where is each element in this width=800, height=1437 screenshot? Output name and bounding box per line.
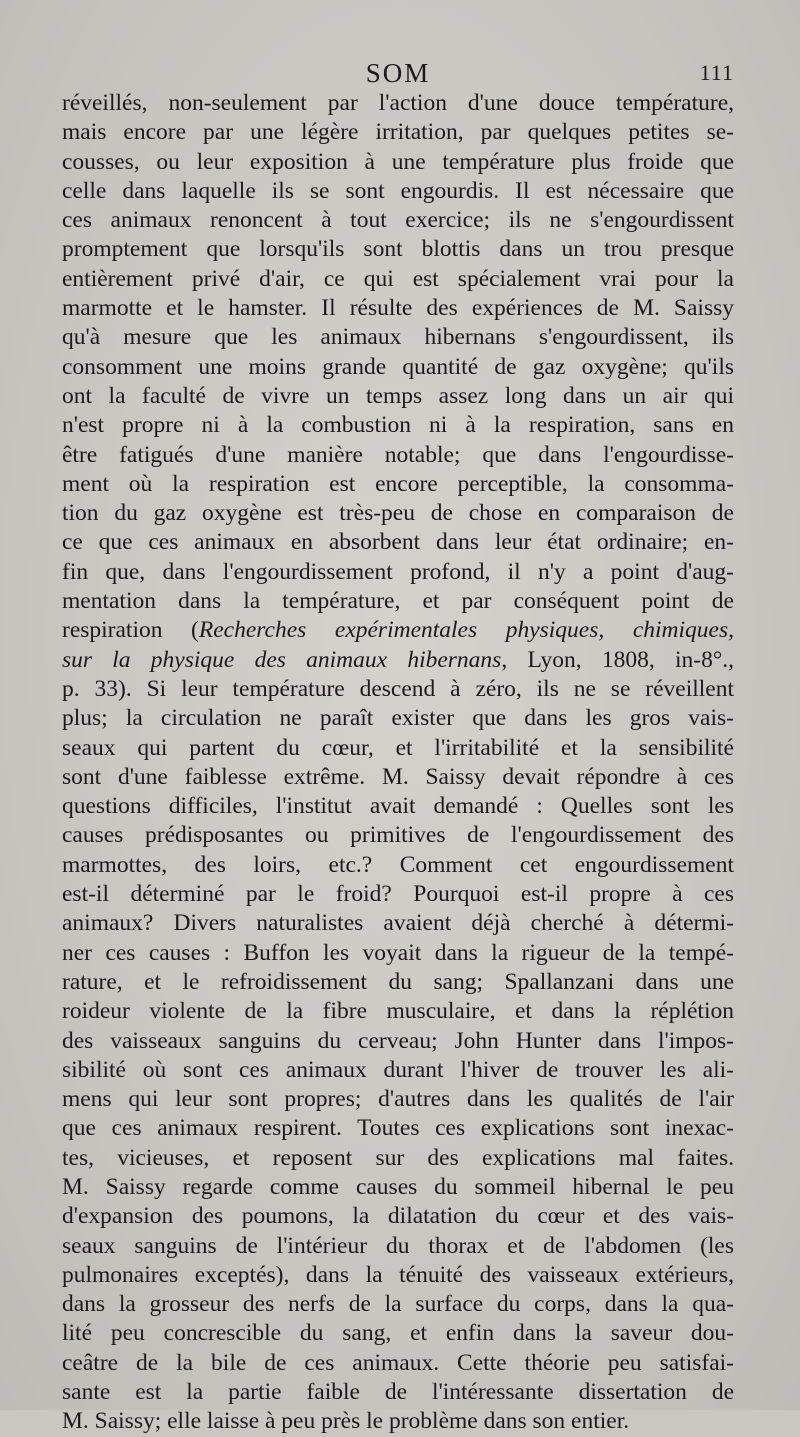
page-number: 111 — [699, 60, 734, 85]
text-line: M. Saissy regarde comme causes du sommeil hibernal le peu — [62, 1173, 734, 1200]
text-line: fin que, dans l'engourdissement profond, il n'y a point d'aug- — [62, 558, 734, 585]
text-line: questions difficiles, l'institut avait demandé : Quelles sont les — [62, 793, 734, 820]
text-line: ont la faculté de vivre un temps assez long dans un air qui — [62, 382, 734, 409]
text-line: tes, vicieuses, et reposent sur des explications mal faites. — [62, 1144, 734, 1171]
text-line: n'est propre ni à la combustion ni à la respiration, sans en — [62, 412, 734, 439]
text-line: plus; la circulation ne paraît exister que dans les gros vais- — [62, 705, 734, 732]
text-line: des vaisseaux sanguins du cerveau; John Hunter dans l'impos- — [62, 1027, 734, 1054]
text-line: être fatigués d'une manière notable; que dans l'engourdisse- — [62, 441, 734, 468]
text-line: sibilité où sont ces animaux durant l'hiver de trouver les ali- — [62, 1056, 734, 1083]
text-line: p. 33). Si leur température descend à zéro, ils ne se réveillent — [62, 675, 734, 702]
text-line: promptement que lorsqu'ils sont blottis dans un trou presque — [62, 236, 734, 263]
text-line: ner ces causes : Buffon les voyait dans la rigueur de la tempé- — [62, 939, 734, 966]
text-line: seaux qui partent du cœur, et l'irritabilité et la sensibilité — [62, 734, 734, 761]
text-line: lité peu concrescible du sang, et enfin dans la saveur dou- — [62, 1320, 734, 1347]
text-line: marmottes, des loirs, etc.? Comment cet engourdissement — [62, 851, 734, 878]
running-head: SOM — [365, 58, 431, 88]
text-line: ment où la respiration est encore perceptible, la consomma- — [62, 470, 734, 497]
text-line: ce que ces animaux en absorbent dans leur état ordinaire; en- — [62, 529, 734, 556]
text-line: cousses, ou leur exposition à une température plus froide que — [62, 148, 734, 175]
text-line: qu'à mesure que les animaux hibernans s'engourdissent, ils — [62, 324, 734, 351]
text-line: causes prédisposantes ou primitives de l'engourdissement des — [62, 822, 734, 849]
page-header — [62, 58, 734, 90]
text-line: roideur violente de la fibre musculaire, et dans la réplétion — [62, 998, 734, 1025]
text-line: d'expansion des poumons, la dilatation du cœur et des vais- — [62, 1203, 734, 1230]
text-line: consomment une moins grande quantité de gaz oxygène; qu'ils — [62, 353, 734, 380]
text-line: tion du gaz oxygène est très-peu de chose en comparaison de — [62, 500, 734, 527]
text-line: entièrement privé d'air, ce qui est spécialement vrai pour la — [62, 265, 734, 292]
text-line: réveillés, non-seulement par l'action d'une douce température, — [62, 90, 734, 116]
text-line: dans la grosseur des nerfs de la surface du corps, dans la qua- — [62, 1291, 734, 1318]
text-line: est-il déterminé par le froid? Pourquoi est-il propre à ces — [62, 881, 734, 908]
text-line: pulmonaires exceptés), dans la ténuité des vaisseaux extérieurs, — [62, 1261, 734, 1288]
text-line: animaux? Divers naturalistes avaient déjà cherché à détermi- — [62, 910, 734, 937]
text-line: mais encore par une légère irritation, par quelques petites se- — [62, 119, 734, 146]
text-line: mens qui leur sont propres; d'autres dans les qualités de l'air — [62, 1086, 734, 1113]
text-line: celle dans laquelle ils se sont engourdis. Il est nécessaire que — [62, 177, 734, 204]
text-line: marmotte et le hamster. Il résulte des expériences de M. Saissy — [62, 295, 734, 322]
body-text — [62, 89, 734, 1437]
text-line: sont d'une faiblesse extrême. M. Saissy devait répondre à ces — [62, 763, 734, 790]
text-line: mentation dans la température, et par conséquent point de — [62, 588, 734, 615]
text-line: M. Saissy; elle laisse à peu près le problème dans son entier. — [62, 1408, 630, 1435]
text-line: ces animaux renoncent à tout exercice; ils ne s'engourdissent — [62, 207, 734, 234]
text-line: respiration (Recherches expérimentales physiques, chimiques, — [62, 617, 734, 644]
text-line: seaux sanguins de l'intérieur du thorax et de l'abdomen (les — [62, 1232, 734, 1259]
text-line: sante est la partie faible de l'intéressante dissertation de — [62, 1379, 734, 1406]
text-line: ceâtre de la bile de ces animaux. Cette théorie peu satisfai- — [62, 1349, 734, 1376]
text-line: rature, et le refroidissement du sang; Spallanzani dans une — [62, 968, 734, 995]
text-line: que ces animaux respirent. Toutes ces explications sont inexac- — [62, 1115, 734, 1142]
text-line: sur la physique des animaux hibernans, Lyon, 1808, in-8°., — [62, 646, 734, 673]
